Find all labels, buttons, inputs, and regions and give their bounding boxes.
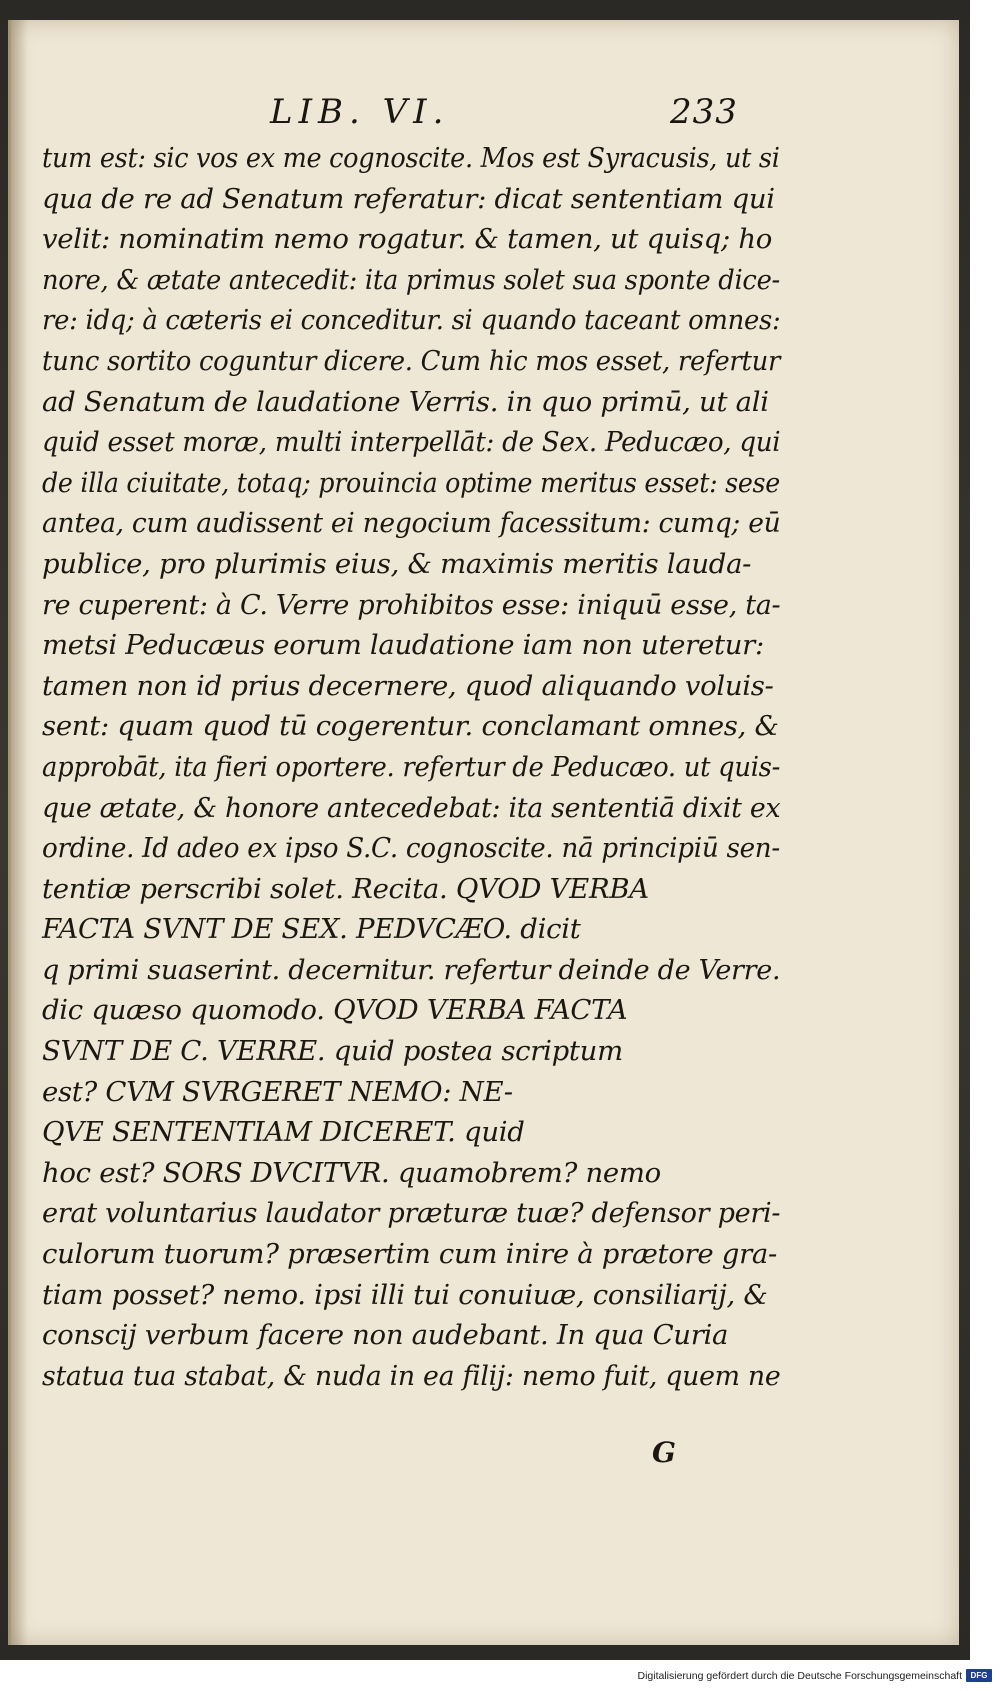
text-line: tum est: sic vos ex me cognoscite. Mos est Syracusis, ut si bbox=[42, 142, 780, 174]
text-line: metsi Peducæus eorum laudatione iam non uteretur: bbox=[42, 629, 764, 662]
body-text bbox=[42, 138, 780, 1396]
text-line: quid esset moræ, multi interpellāt: de Sex. Peducæo, qui bbox=[42, 426, 781, 459]
text-line: nore, & ætate antecedit: ita primus solet sua sponte dice- bbox=[42, 263, 780, 296]
text-line: approbāt, ita fieri oportere. refertur de Peducæo. ut quis- bbox=[42, 750, 781, 783]
running-title: LIB. VI. bbox=[270, 92, 450, 132]
signature-mark: G bbox=[652, 1436, 676, 1469]
text-line: SVNT DE C. VERRE. quid postea scriptum bbox=[42, 1035, 623, 1068]
text-line: qua de re ad Senatum referatur: dicat sententiam qui bbox=[42, 182, 775, 215]
text-line: QVE SENTENTIAM DICERET. quid bbox=[42, 1116, 525, 1149]
text-line: tentiæ perscribi solet. Recita. QVOD VERBA bbox=[42, 872, 649, 905]
text-line: q primi suaserint. decernitur. refertur deinde de Verre. bbox=[42, 953, 781, 986]
text-line: velit: nominatim nemo rogatur. & tamen, ut quisq; ho bbox=[42, 223, 773, 256]
text-line: hoc est? SORS DVCITVR. quamobrem? nemo bbox=[42, 1156, 661, 1189]
text-line: re cuperent: à C. Verre prohibitos esse: iniquū esse, ta- bbox=[42, 588, 781, 621]
text-line: sent: quam quod tū cogerentur. conclamant omnes, & bbox=[42, 710, 779, 743]
text-line: conscij verbum facere non audebant. In qua Curia bbox=[42, 1319, 729, 1352]
text-line: re: idq; à cæteris ei conceditur. si quando taceant omnes: bbox=[42, 304, 781, 337]
text-line: de illa ciuitate, totaq; prouincia optime meritus esset: sese bbox=[42, 466, 780, 499]
dfg-logo: DFG bbox=[966, 1669, 992, 1682]
text-line: antea, cum audissent ei negocium facessitum: cumq; eū bbox=[42, 507, 781, 540]
text-line: erat voluntarius laudator præturæ tuæ? defensor peri- bbox=[42, 1197, 781, 1230]
text-line: dic quæso quomodo. QVOD VERBA FACTA bbox=[42, 994, 628, 1027]
gutter-shadow bbox=[8, 20, 28, 1645]
text-line: statua tua stabat, & nuda in ea filij: nemo fuit, quem ne bbox=[42, 1359, 781, 1392]
text-line: tiam posset? nemo. ipsi illi tui conuiuæ, consiliarij, & bbox=[42, 1278, 768, 1311]
text-line: que ætate, & honore antecedebat: ita sententiā dixit ex bbox=[42, 791, 781, 824]
text-line: ordine. Id adeo ex ipso S.C. cognoscite. nā principiū sen- bbox=[42, 832, 780, 865]
text-line: culorum tuorum? præsertim cum inire à prætore gra- bbox=[42, 1238, 778, 1271]
page-number: 233 bbox=[670, 92, 738, 132]
text-line: tamen non id prius decernere, quod aliquando voluis- bbox=[42, 669, 774, 702]
text-line: ad Senatum de laudatione Verris. in quo primū, ut ali bbox=[42, 385, 769, 418]
funding-credit: Digitalisierung gefördert durch die Deutsche Forschungsgemeinschaft bbox=[637, 1670, 962, 1682]
text-line: tunc sortito coguntur dicere. Cum hic mos esset, refertur bbox=[42, 344, 781, 377]
footer-bar bbox=[0, 1666, 1000, 1691]
running-head bbox=[270, 92, 738, 138]
text-line: FACTA SVNT DE SEX. PEDVCÆO. dicit bbox=[42, 913, 581, 946]
text-line: publice, pro plurimis eius, & maximis meritis lauda- bbox=[42, 547, 752, 580]
text-line: est? CVM SVRGERET NEMO: NE- bbox=[42, 1075, 513, 1108]
